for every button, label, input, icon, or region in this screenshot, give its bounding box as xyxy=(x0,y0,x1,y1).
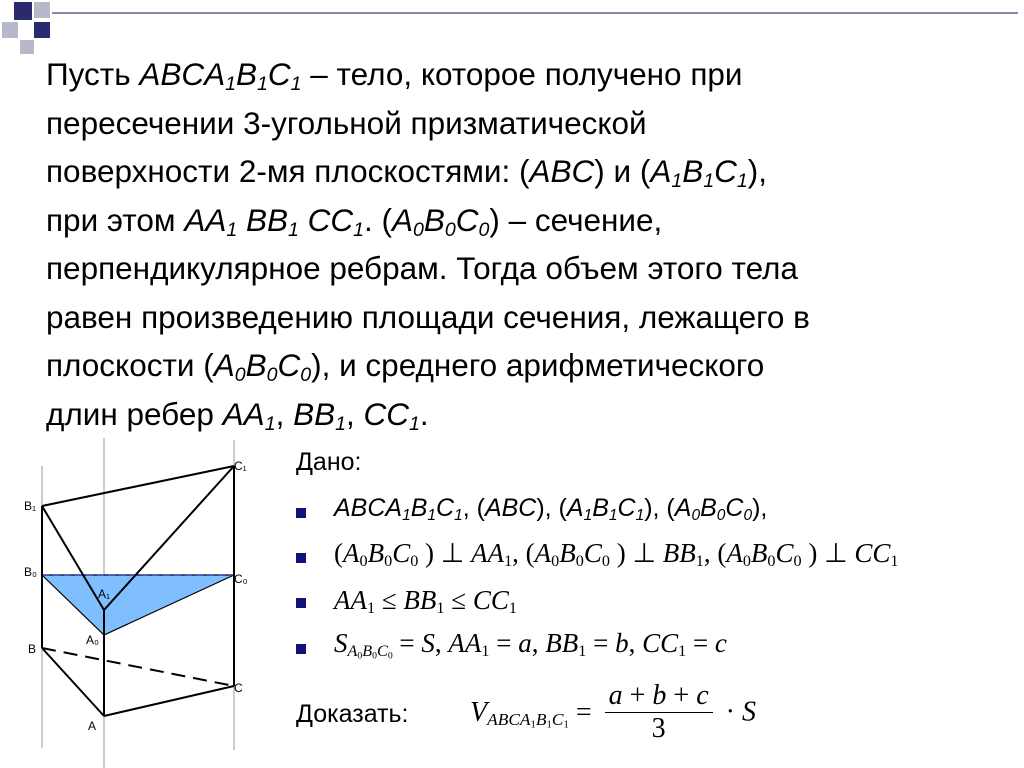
label-c0: C₀ xyxy=(234,572,248,586)
label-a: A xyxy=(88,719,97,733)
bullet-marker xyxy=(296,598,306,608)
edge-b1c1 xyxy=(42,466,234,506)
theorem-line: при этом $AA_1$ $BB_1$ $CC_1$. $(A_0B_0C_0)$ – сечение, xyxy=(46,201,663,241)
theorem-line: равен произведению площади сечения, лежащего в xyxy=(46,298,810,335)
given-label: Дано: xyxy=(296,448,362,476)
theorem-line: перпендикулярное ребрам. Тогда объем этого тела xyxy=(46,250,798,286)
given-item: ($A_0B_0C_0$ ) ⊥ $AA_1$, ($A_0B_0C_0$ ) ⊥ $BB_1$, ($A_0B_0C_0$ ) ⊥ $CC_1$ xyxy=(334,538,899,571)
prove-formula xyxy=(470,680,756,745)
label-b0: B₀ xyxy=(24,565,37,579)
fraction-denominator: 3 xyxy=(651,713,666,744)
edge-ac xyxy=(104,686,234,716)
label-a0: A₀ xyxy=(86,633,99,647)
label-b: B xyxy=(28,642,37,656)
header-deco-square-2 xyxy=(34,2,50,18)
header-deco-square-5 xyxy=(20,40,34,54)
bullet-marker xyxy=(296,508,306,518)
label-b1: B₁ xyxy=(24,499,37,513)
theorem-text xyxy=(46,50,1016,438)
header-deco-line xyxy=(52,12,1018,14)
header-deco-square-4 xyxy=(34,22,50,38)
theorem-line: плоскости $(A_0B_0C_0)$, и среднего арифметического xyxy=(46,347,765,386)
formula-fraction xyxy=(605,680,713,745)
label-a1: A₁ xyxy=(98,587,111,601)
formula-lhs: $V_{ABCA_1B_1C_1}$ = xyxy=(470,696,592,731)
bullet-marker xyxy=(296,644,306,654)
label-c: C xyxy=(234,681,243,695)
fraction-numerator: a + b + c xyxy=(605,680,713,713)
formula-rhs: · S xyxy=(725,696,756,728)
given-item: $ABCA_1B_1C_1$, (ABC), $(A_1B_1C_1)$, $(A_0B_0C_0)$, xyxy=(334,494,768,524)
theorem-line: пересечении 3-угольной призматической xyxy=(46,104,647,141)
prove-label: Доказать: xyxy=(296,700,409,728)
prism-figure xyxy=(0,438,270,768)
given-item: $AA_1 \le BB_1 \le CC_1$ xyxy=(334,585,517,618)
header-deco-square-1 xyxy=(14,2,32,20)
bullet-marker xyxy=(296,553,306,563)
theorem-line: Пусть $ABCA_1B_1C_1$ – тело, которое получено при xyxy=(46,56,743,95)
theorem-line: длин ребер $AA_1$, $BB_1$, $CC_1$. xyxy=(46,395,429,435)
theorem-line: поверхности 2-мя плоскостями: (ABC) и $(A_1B_1C_1)$, xyxy=(46,153,767,192)
given-item: $S_{A_0B_0C_0} = S$, $AA_1 = a$, $BB_1 = b$, $CC_1 = c$ xyxy=(334,628,727,662)
label-c1: C₁ xyxy=(234,459,247,473)
header-deco-square-3 xyxy=(2,22,18,38)
section-a0b0c0 xyxy=(42,575,234,635)
